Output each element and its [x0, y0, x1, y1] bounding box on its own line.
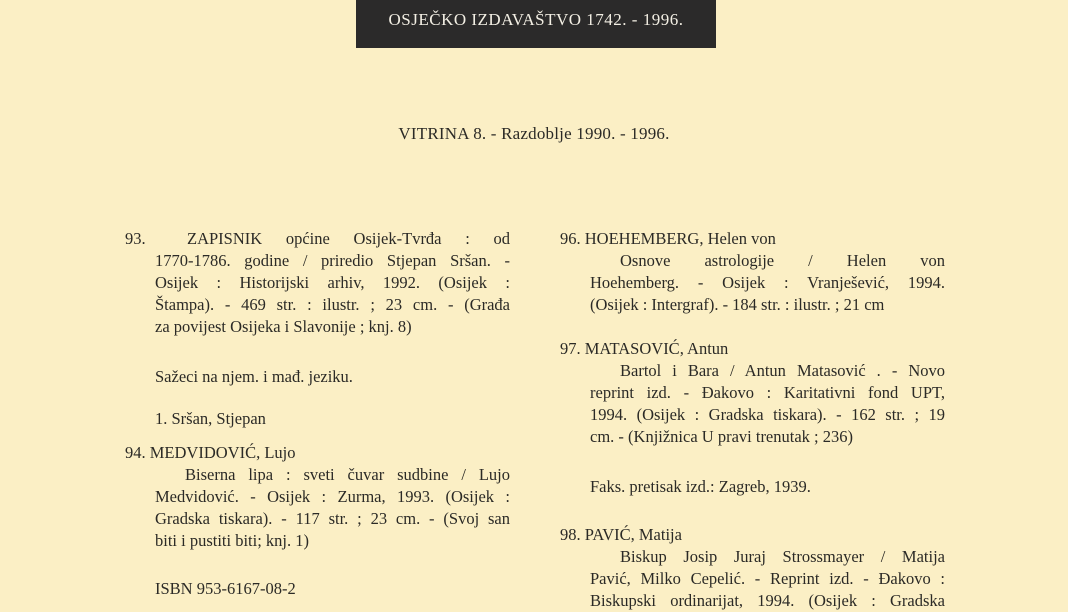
entry-93 [125, 228, 510, 430]
entry-line: cm. - (Knjižnica U pravi trenutak ; 236) [590, 427, 853, 446]
entry-line: Hoehemberg. - Osijek : Vranješević, 1994. [590, 273, 945, 292]
entry-author: HOEHEMBERG, Helen von [584, 229, 776, 248]
entry-line: biti i pustiti biti; knj. 1) [155, 531, 310, 550]
entry-line: 1770-1786. godine / priredio Stjepan Sršan. - [155, 251, 510, 270]
entry-line: Biserna lipa : sveti čuvar sudbine / Lujo [185, 465, 510, 484]
entry-author: MEDVIDOVIĆ, Lujo [149, 443, 296, 462]
entry-number: 93. [125, 229, 146, 248]
banner-title: OSJEČKO IZDAVAŠTVO 1742. - 1996. [388, 10, 684, 29]
entry-index: 1. Sršan, Stjepan [155, 409, 266, 428]
entry-line: Osnove astrologije / Helen von [620, 251, 945, 270]
entry-isbn: ISBN 953-6167-08-2 [155, 579, 296, 598]
entry-number: 96. [560, 229, 581, 248]
entry-line: ZAPISNIK općine Osijek-Tvrđa : od [187, 229, 510, 248]
right-column [560, 228, 945, 612]
exhibition-banner [356, 0, 716, 48]
entry-line: Osijek : Historijski arhiv, 1992. (Osijek : [155, 273, 510, 292]
entry-line: Biskup Josip Juraj Strossmayer / Matija [620, 547, 945, 566]
entry-number: 94. [125, 443, 146, 462]
entry-line: Štampa). - 469 str. : ilustr. ; 23 cm. - (Građa [155, 295, 510, 314]
section-heading: VITRINA 8. - Razdoblje 1990. - 1996. [398, 124, 670, 143]
entry-number: 97. [560, 339, 581, 358]
entry-line: Medvidović. - Osijek : Zurma, 1993. (Osijek : [155, 487, 510, 506]
entry-line: Pavić, Milko Cepelić. - Reprint izd. - Đakovo : [590, 569, 945, 588]
left-column [125, 228, 510, 600]
entry-note: Sažeci na njem. i mađ. jeziku. [155, 367, 353, 386]
entry-note: Faks. pretisak izd.: Zagreb, 1939. [590, 477, 811, 496]
entry-line: (Osijek : Intergraf). - 184 str. : ilustr. ; 21 cm [590, 295, 885, 314]
entry-line: za povijest Osijeka i Slavonije ; knj. 8) [155, 317, 412, 336]
entry-line: 1994. (Osijek : Gradska tiskara). - 162 str. ; 19 [590, 405, 945, 424]
entry-96 [560, 228, 945, 316]
entry-author: MATASOVIĆ, Antun [584, 339, 729, 358]
entry-number: 98. [560, 525, 581, 544]
entry-94 [125, 442, 510, 600]
entry-line: Gradska tiskara). - 117 str. ; 23 cm. - (Svoj san [155, 509, 510, 528]
entry-98 [560, 524, 945, 612]
entry-97 [560, 338, 945, 498]
entry-line: reprint izd. - Đakovo : Karitativni fond UPT, [590, 383, 945, 402]
entry-line: Bartol i Bara / Antun Matasović . - Novo [620, 361, 945, 380]
entry-line: Biskupski ordinarijat, 1994. (Osijek : Gradska [590, 591, 945, 610]
entry-author: PAVIĆ, Matija [584, 525, 682, 544]
